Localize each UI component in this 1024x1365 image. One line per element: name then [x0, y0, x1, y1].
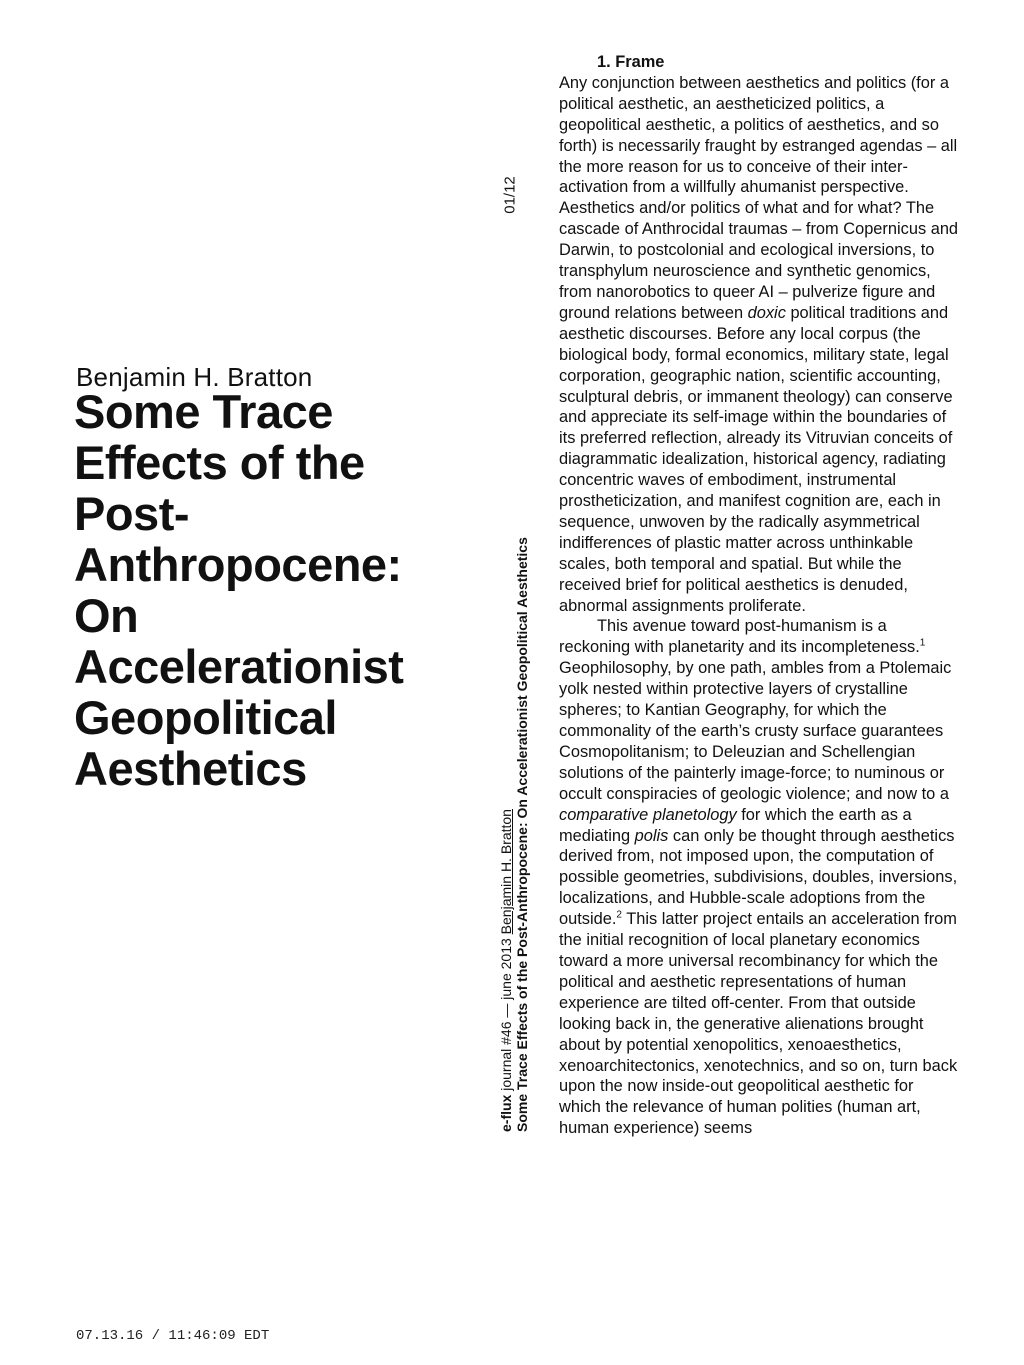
emphasis-text: comparative planetology: [559, 805, 737, 824]
author-name: Benjamin H. Bratton: [76, 362, 313, 392]
paragraph-text: Geophilosophy, by one path, ambles from a Ptolemaic yolk nested within protective layers of crystalline spheres; to Kantian Geography, for which the commonality of the earth’s crusty surface guarantees Cosmopolitanism; to Deleuzian and Schellengian solutions of the painterly image-force; to numinous or occult conspiracies of geologic violence; and now to a: [559, 659, 952, 803]
title-line: Anthropocene:: [74, 538, 402, 591]
paragraph-text: This latter project entails an acceleration from the initial recognition of local planetary economics toward a more universal recombinancy for which the political and aesthetic representations of human experience are tilted off-center. From that outside looking back in, the generative alienations brought about by potential xenopolitics, xenoaesthetics, xenoarchitectonics, xenotechnics, and so on, turn back upon the now inside-out geopolitical aesthetic for which the relevance of human polities (human art, human experience) seems: [559, 910, 958, 1138]
vertical-running-header: [494, 537, 534, 1132]
article-body: [559, 52, 959, 1139]
journal-name: e-flux: [498, 1094, 514, 1132]
page-number-text: 01/12: [501, 176, 519, 214]
paragraph-text: for which the earth as a mediating: [559, 805, 912, 845]
title-line: Post-: [74, 487, 189, 540]
page-number: [498, 175, 522, 215]
journal-issue: journal #46 — june 2013: [498, 934, 514, 1095]
paragraph: [559, 73, 959, 617]
title-line: Accelerationist: [74, 640, 404, 693]
section-heading: 1. Frame: [597, 53, 665, 71]
emphasis-text: doxic: [747, 303, 786, 322]
title-line: Geopolitical: [74, 691, 337, 744]
author-link[interactable]: Benjamin H. Bratton: [498, 809, 514, 935]
emphasis-text: polis: [634, 826, 669, 845]
title-line: Aesthetics: [74, 742, 307, 795]
journal-line: [498, 560, 514, 1132]
title-line: On: [74, 589, 139, 642]
title-line: Some Trace: [74, 385, 333, 438]
footnote-ref[interactable]: 2: [616, 909, 622, 921]
paragraph-text: This avenue toward post-humanism is a reckoning with planetarity and its incompleteness.: [559, 617, 920, 657]
paragraph-text: political traditions and aesthetic discourses. Before any local corpus (the biological body, formal economics, military state, legal corporation, geographic nation, scientific accounting, sculptural debris, or immanent theology) can conserve and appreciate its self-image within the boundaries of its preferred reflection, already its Vitruvian conceits of diagrammatic idealization, historical agency, radiating concentric waves of embodiment, instrumental prostheticization, and manifest cognition are, each in sequence, unwoven by the radically asymmetrical indifferences of plastic matter across unthinkable scales, both temporal and spatial. But while the received brief for political aesthetics is denuded, abnormal assignments proliferate.: [559, 303, 953, 615]
article-title: [74, 386, 474, 794]
footnote-ref[interactable]: 1: [919, 637, 926, 649]
print-timestamp: 07.13.16 / 11:46:09 EDT: [76, 1328, 270, 1344]
paragraph-text: Any conjunction between aesthetics and politics (for a political aesthetic, an aestheticized politics, a geopolitical aesthetic, a politics of aesthetics, and so forth) is necessarily fraught by estranged agendas – all the more reason for us to conceive of their inter-activation from a willfully ahumanist perspective. Aesthetics and/or politics of what and for what? The cascade of Anthrocidal traumas – from Copernicus and Darwin, to postcolonial and ecological inversions, to transphylum neuroscience and synthetic genomics, from nanorobotics to queer AI – pulverize figure and ground relations between: [559, 73, 959, 322]
paragraph: [559, 616, 959, 1139]
title-line: Effects of the: [74, 436, 365, 489]
paragraph-text: can only be thought through aesthetics derived from, not imposed upon, the computation of possible geometries, subdivisions, doubles, inversions, localizations, and Hubble-scale adoptions from the outside.: [559, 826, 958, 929]
running-header-text: [498, 537, 530, 1132]
running-title: Some Trace Effects of the Post-Anthropocene: On Accelerationist Geopolitical Aesthetics: [514, 537, 530, 1132]
